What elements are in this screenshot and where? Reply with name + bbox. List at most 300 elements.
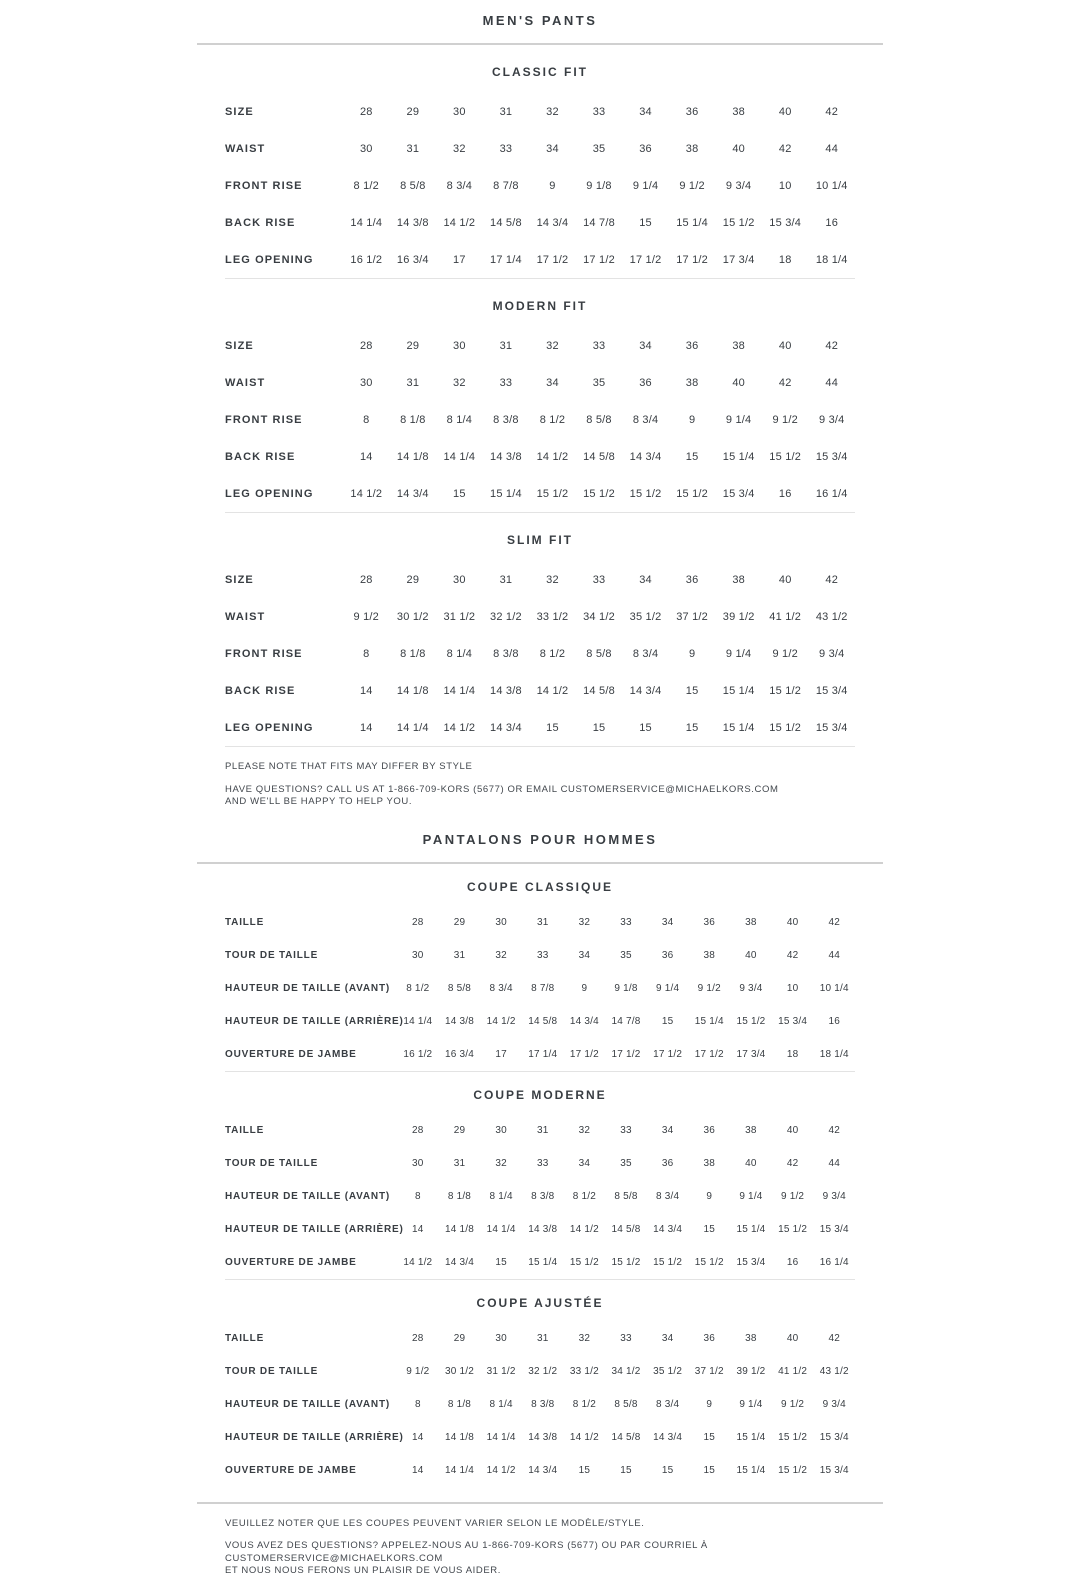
note-questions-en bbox=[225, 784, 855, 809]
value-cell: 40 bbox=[745, 1157, 757, 1169]
value-cell: 9 1/4 bbox=[739, 1398, 763, 1410]
value-cell: 33 bbox=[592, 339, 606, 352]
value-cell: 8 1/2 bbox=[353, 179, 379, 192]
value-cell: 16 1/4 bbox=[815, 487, 848, 500]
value-cell: 35 1/2 bbox=[629, 610, 662, 623]
value-cell: 14 1/8 bbox=[396, 450, 429, 463]
value-cell: 15 bbox=[703, 1464, 716, 1476]
value-cell: 9 1/2 bbox=[406, 1365, 430, 1377]
row-values bbox=[397, 1333, 855, 1344]
value-cell: 15 3/4 bbox=[736, 1256, 766, 1268]
row-values bbox=[343, 685, 855, 697]
value-cell: 39 1/2 bbox=[722, 610, 755, 623]
value-cell: 9 1/2 bbox=[780, 1398, 805, 1410]
value-cell: 9 bbox=[549, 179, 556, 192]
value-cell: 15 1/2 bbox=[694, 1256, 724, 1268]
table-row bbox=[225, 1454, 855, 1487]
value-cell: 40 bbox=[732, 376, 745, 389]
value-cell: 15 1/2 bbox=[611, 1256, 641, 1268]
value-cell: 33 bbox=[620, 1124, 632, 1136]
table-row bbox=[225, 906, 855, 939]
value-cell: 18 1/4 bbox=[815, 253, 848, 266]
value-cell: 33 1/2 bbox=[569, 1365, 599, 1377]
value-cell: 42 bbox=[825, 339, 839, 352]
row-label: TAILLE bbox=[225, 916, 265, 928]
value-cell: 8 1/2 bbox=[572, 1398, 596, 1410]
value-cell: 17 3/4 bbox=[736, 1048, 766, 1060]
value-cell: 15 3/4 bbox=[819, 1431, 849, 1443]
value-cell: 8 5/8 bbox=[614, 1190, 638, 1202]
row-values bbox=[343, 340, 855, 352]
fit-table-coupe-classique bbox=[225, 864, 855, 1071]
value-cell: 8 3/4 bbox=[446, 179, 473, 192]
row-values bbox=[343, 722, 855, 734]
value-cell: 42 bbox=[825, 105, 839, 118]
value-cell: 15 1/2 bbox=[769, 684, 802, 697]
value-cell: 31 1/2 bbox=[443, 610, 476, 623]
value-cell: 17 1/2 bbox=[629, 253, 662, 266]
row-values bbox=[397, 1399, 855, 1410]
value-cell: 34 bbox=[546, 142, 559, 155]
value-cell: 30 bbox=[412, 949, 424, 961]
value-cell: 33 bbox=[536, 1157, 549, 1169]
note-questions-en-line1: HAVE QUESTIONS? CALL US AT 1-866-709-KORS (5677) OR EMAIL CUSTOMERSERVICE@MICHAELKORS.COM bbox=[225, 783, 779, 795]
fit-table-classic-fit bbox=[225, 45, 855, 278]
page-title-en: MEN'S PANTS bbox=[482, 13, 598, 28]
value-cell: 31 bbox=[499, 105, 513, 118]
row-values bbox=[343, 574, 855, 586]
row-values bbox=[397, 1049, 855, 1060]
value-cell: 9 1/2 bbox=[697, 982, 721, 994]
row-values bbox=[343, 648, 855, 660]
french-size-tables bbox=[0, 864, 1080, 1504]
value-cell: 14 3/8 bbox=[396, 216, 429, 229]
value-cell: 30 bbox=[359, 376, 373, 389]
value-cell: 30 1/2 bbox=[444, 1365, 474, 1377]
value-cell: 8 3/4 bbox=[656, 1190, 680, 1202]
row-label: HAUTEUR DE TAILLE (AVANT) bbox=[225, 982, 390, 994]
value-cell: 33 bbox=[499, 142, 513, 155]
value-cell: 14 bbox=[412, 1431, 424, 1443]
value-cell: 9 1/4 bbox=[739, 1190, 763, 1202]
table-row bbox=[225, 241, 855, 278]
value-cell: 38 bbox=[703, 949, 716, 961]
value-cell: 15 1/2 bbox=[629, 487, 662, 500]
value-cell: 14 1/8 bbox=[444, 1431, 474, 1443]
value-cell: 14 1/4 bbox=[403, 1015, 433, 1027]
value-cell: 14 bbox=[359, 684, 373, 697]
value-cell: 10 bbox=[778, 179, 792, 192]
value-cell: 15 bbox=[685, 684, 699, 697]
value-cell: 9 3/4 bbox=[822, 1398, 846, 1410]
value-cell: 14 3/8 bbox=[528, 1223, 558, 1235]
value-cell: 32 bbox=[453, 142, 466, 155]
value-cell: 9 bbox=[688, 647, 696, 660]
value-cell: 14 3/8 bbox=[490, 450, 522, 463]
value-cell: 37 1/2 bbox=[694, 1365, 724, 1377]
value-cell: 33 bbox=[592, 105, 606, 118]
row-label: TOUR DE TAILLE bbox=[225, 1157, 319, 1169]
value-cell: 8 1/8 bbox=[400, 647, 426, 660]
value-cell: 33 bbox=[536, 949, 549, 961]
value-cell: 17 1/4 bbox=[490, 253, 522, 266]
value-cell: 15 1/2 bbox=[769, 721, 802, 734]
value-cell: 15 3/4 bbox=[722, 487, 755, 500]
value-cell: 40 bbox=[786, 1124, 799, 1136]
value-cell: 28 bbox=[359, 339, 373, 352]
row-label: BACK RISE bbox=[225, 684, 296, 697]
value-cell: 17 bbox=[453, 253, 466, 266]
value-cell: 28 bbox=[412, 1332, 424, 1344]
fit-table-title: CLASSIC FIT bbox=[492, 65, 588, 79]
row-values bbox=[397, 983, 855, 994]
value-cell: 15 3/4 bbox=[815, 721, 848, 734]
value-cell: 43 1/2 bbox=[819, 1365, 849, 1377]
table-row bbox=[225, 204, 855, 241]
value-cell: 16 1/4 bbox=[819, 1256, 849, 1268]
value-cell: 14 1/4 bbox=[396, 721, 429, 734]
table-row bbox=[225, 1246, 855, 1279]
value-cell: 15 1/4 bbox=[722, 721, 755, 734]
value-cell: 17 1/2 bbox=[694, 1048, 724, 1060]
value-cell: 34 bbox=[639, 339, 652, 352]
value-cell: 33 bbox=[620, 916, 632, 928]
row-values bbox=[397, 1257, 855, 1268]
value-cell: 28 bbox=[412, 1124, 424, 1136]
value-cell: 42 bbox=[825, 573, 839, 586]
value-cell: 15 1/4 bbox=[694, 1015, 724, 1027]
value-cell: 17 1/4 bbox=[528, 1048, 558, 1060]
table-row bbox=[225, 972, 855, 1005]
value-cell: 9 1/4 bbox=[725, 647, 752, 660]
row-label: OUVERTURE DE JAMBE bbox=[225, 1048, 357, 1060]
english-notes bbox=[225, 747, 855, 809]
value-cell: 31 bbox=[453, 949, 466, 961]
value-cell: 14 5/8 bbox=[611, 1431, 641, 1443]
value-cell: 10 bbox=[786, 982, 799, 994]
value-cell: 8 1/2 bbox=[406, 982, 430, 994]
value-cell: 14 3/4 bbox=[569, 1015, 599, 1027]
value-cell: 31 bbox=[536, 1124, 549, 1136]
value-cell: 8 3/4 bbox=[656, 1398, 680, 1410]
row-values bbox=[397, 1366, 855, 1377]
table-row bbox=[225, 1038, 855, 1071]
value-cell: 9 3/4 bbox=[739, 982, 763, 994]
row-label: OUVERTURE DE JAMBE bbox=[225, 1464, 357, 1476]
value-cell: 36 bbox=[661, 1157, 674, 1169]
french-notes bbox=[225, 1504, 855, 1578]
value-cell: 8 1/2 bbox=[539, 647, 566, 660]
value-cell: 9 bbox=[706, 1398, 713, 1410]
value-cell: 36 bbox=[685, 573, 699, 586]
row-label: SIZE bbox=[225, 573, 254, 586]
value-cell: 14 1/2 bbox=[443, 721, 476, 734]
value-cell: 8 1/4 bbox=[446, 413, 473, 426]
value-cell: 8 bbox=[363, 413, 370, 426]
row-values bbox=[343, 488, 855, 500]
value-cell: 32 1/2 bbox=[490, 610, 522, 623]
value-cell: 18 1/4 bbox=[819, 1048, 849, 1060]
value-cell: 9 3/4 bbox=[822, 1190, 846, 1202]
value-cell: 38 bbox=[703, 1157, 716, 1169]
value-cell: 40 bbox=[732, 142, 745, 155]
value-cell: 14 3/4 bbox=[490, 721, 522, 734]
value-cell: 14 1/2 bbox=[486, 1464, 516, 1476]
value-cell: 15 1/4 bbox=[736, 1431, 766, 1443]
value-cell: 15 bbox=[620, 1464, 632, 1476]
value-cell: 8 3/8 bbox=[531, 1398, 555, 1410]
row-label: HAUTEUR DE TAILLE (ARRIÈRE) bbox=[225, 1223, 404, 1235]
row-label: LEG OPENING bbox=[225, 487, 314, 500]
row-label: WAIST bbox=[225, 376, 266, 389]
value-cell: 17 1/2 bbox=[536, 253, 569, 266]
value-cell: 29 bbox=[453, 1124, 466, 1136]
value-cell: 16 bbox=[778, 487, 792, 500]
value-cell: 36 bbox=[639, 142, 652, 155]
table-row bbox=[225, 1114, 855, 1147]
value-cell: 35 bbox=[620, 1157, 632, 1169]
value-cell: 8 3/8 bbox=[493, 413, 519, 426]
value-cell: 33 1/2 bbox=[536, 610, 569, 623]
row-label: SIZE bbox=[225, 339, 254, 352]
value-cell: 8 1/8 bbox=[447, 1398, 472, 1410]
table-row bbox=[225, 438, 855, 475]
value-cell: 15 bbox=[592, 721, 606, 734]
value-cell: 33 bbox=[592, 573, 606, 586]
fit-table-coupe-moderne bbox=[225, 1072, 855, 1279]
value-cell: 8 1/4 bbox=[446, 647, 473, 660]
value-cell: 8 3/8 bbox=[493, 647, 519, 660]
row-values bbox=[397, 1224, 855, 1235]
value-cell: 14 1/2 bbox=[536, 450, 569, 463]
value-cell: 36 bbox=[685, 339, 699, 352]
value-cell: 36 bbox=[703, 1332, 716, 1344]
value-cell: 30 bbox=[359, 142, 373, 155]
row-label: LEG OPENING bbox=[225, 253, 314, 266]
value-cell: 31 bbox=[536, 1332, 549, 1344]
value-cell: 17 1/2 bbox=[653, 1048, 683, 1060]
value-cell: 36 bbox=[639, 376, 652, 389]
value-cell: 15 bbox=[703, 1431, 716, 1443]
value-cell: 34 bbox=[639, 573, 652, 586]
row-label: OUVERTURE DE JAMBE bbox=[225, 1256, 357, 1268]
value-cell: 14 3/8 bbox=[490, 684, 522, 697]
value-cell: 41 1/2 bbox=[769, 610, 802, 623]
value-cell: 14 3/4 bbox=[536, 216, 569, 229]
value-cell: 30 bbox=[453, 105, 466, 118]
value-cell: 32 bbox=[546, 105, 559, 118]
value-cell: 8 1/8 bbox=[400, 413, 426, 426]
value-cell: 15 1/4 bbox=[722, 450, 755, 463]
value-cell: 15 3/4 bbox=[778, 1015, 808, 1027]
value-cell: 8 1/2 bbox=[572, 1190, 596, 1202]
value-cell: 8 3/4 bbox=[632, 413, 659, 426]
value-cell: 42 bbox=[828, 1332, 840, 1344]
table-row bbox=[225, 1388, 855, 1421]
value-cell: 16 3/4 bbox=[396, 253, 429, 266]
row-label: FRONT RISE bbox=[225, 179, 303, 192]
row-values bbox=[397, 1465, 855, 1476]
value-cell: 8 5/8 bbox=[586, 413, 612, 426]
value-cell: 32 bbox=[578, 1124, 591, 1136]
value-cell: 14 3/4 bbox=[444, 1256, 474, 1268]
value-cell: 44 bbox=[828, 949, 840, 961]
value-cell: 15 1/2 bbox=[769, 450, 802, 463]
value-cell: 34 1/2 bbox=[583, 610, 615, 623]
row-values bbox=[343, 254, 855, 266]
value-cell: 34 bbox=[546, 376, 559, 389]
value-cell: 31 bbox=[536, 916, 549, 928]
value-cell: 15 bbox=[661, 1015, 674, 1027]
value-cell: 34 bbox=[661, 1124, 674, 1136]
value-cell: 15 bbox=[661, 1464, 674, 1476]
value-cell: 38 bbox=[745, 916, 757, 928]
table-row bbox=[225, 635, 855, 672]
value-cell: 15 3/4 bbox=[819, 1464, 849, 1476]
row-label: BACK RISE bbox=[225, 450, 296, 463]
value-cell: 14 1/8 bbox=[396, 684, 429, 697]
note-fit-fr: VEUILLEZ NOTER QUE LES COUPES PEUVENT VARIER SELON LE MODÈLE/STYLE. bbox=[225, 1517, 645, 1529]
fit-table-coupe-ajust-e bbox=[225, 1280, 855, 1487]
value-cell: 34 bbox=[661, 916, 674, 928]
value-cell: 15 1/4 bbox=[528, 1256, 558, 1268]
row-label: FRONT RISE bbox=[225, 413, 303, 426]
value-cell: 9 bbox=[706, 1190, 713, 1202]
row-values bbox=[343, 143, 855, 155]
value-cell: 8 1/2 bbox=[539, 413, 566, 426]
value-cell: 15 1/4 bbox=[736, 1223, 766, 1235]
table-row bbox=[225, 1421, 855, 1454]
value-cell: 15 3/4 bbox=[815, 684, 848, 697]
table-row bbox=[225, 1005, 855, 1038]
value-cell: 14 3/4 bbox=[528, 1464, 558, 1476]
row-values bbox=[397, 1191, 855, 1202]
value-cell: 18 bbox=[778, 253, 792, 266]
value-cell: 15 bbox=[546, 721, 559, 734]
value-cell: 15 bbox=[685, 721, 699, 734]
value-cell: 8 3/4 bbox=[489, 982, 513, 994]
value-cell: 33 bbox=[499, 376, 513, 389]
value-cell: 9 1/8 bbox=[614, 982, 638, 994]
row-label: TOUR DE TAILLE bbox=[225, 949, 319, 961]
value-cell: 44 bbox=[825, 376, 839, 389]
value-cell: 28 bbox=[359, 105, 373, 118]
value-cell: 14 3/4 bbox=[653, 1223, 683, 1235]
value-cell: 14 1/4 bbox=[443, 684, 476, 697]
value-cell: 43 1/2 bbox=[815, 610, 848, 623]
value-cell: 9 bbox=[688, 413, 696, 426]
row-values bbox=[397, 1125, 855, 1136]
value-cell: 42 bbox=[828, 916, 840, 928]
row-label: TAILLE bbox=[225, 1124, 265, 1136]
value-cell: 40 bbox=[778, 105, 792, 118]
value-cell: 40 bbox=[745, 949, 757, 961]
value-cell: 32 bbox=[453, 376, 466, 389]
value-cell: 16 bbox=[825, 216, 839, 229]
fit-table-title: COUPE CLASSIQUE bbox=[466, 879, 613, 894]
value-cell: 15 1/2 bbox=[722, 216, 755, 229]
value-cell: 42 bbox=[786, 1157, 799, 1169]
value-cell: 42 bbox=[828, 1124, 840, 1136]
value-cell: 30 bbox=[412, 1157, 424, 1169]
row-label: LEG OPENING bbox=[225, 721, 314, 734]
value-cell: 29 bbox=[453, 1332, 466, 1344]
value-cell: 30 bbox=[453, 573, 466, 586]
value-cell: 9 1/2 bbox=[679, 179, 705, 192]
value-cell: 9 1/2 bbox=[772, 413, 798, 426]
row-label: WAIST bbox=[225, 610, 266, 623]
value-cell: 38 bbox=[732, 105, 745, 118]
value-cell: 42 bbox=[778, 142, 792, 155]
value-cell: 9 3/4 bbox=[819, 647, 845, 660]
page-title-fr: PANTALONS POUR HOMMES bbox=[422, 831, 658, 847]
value-cell: 15 bbox=[453, 487, 466, 500]
value-cell: 15 1/2 bbox=[536, 487, 569, 500]
value-cell: 15 1/2 bbox=[778, 1431, 808, 1443]
value-cell: 15 bbox=[639, 721, 652, 734]
value-cell: 32 bbox=[495, 1157, 507, 1169]
value-cell: 18 bbox=[786, 1048, 799, 1060]
table-row bbox=[225, 1180, 855, 1213]
fit-table-slim-fit bbox=[225, 513, 855, 746]
value-cell: 29 bbox=[406, 105, 420, 118]
value-cell: 40 bbox=[778, 573, 792, 586]
value-cell: 14 1/2 bbox=[569, 1431, 599, 1443]
value-cell: 14 1/4 bbox=[350, 216, 383, 229]
value-cell: 34 bbox=[661, 1332, 674, 1344]
value-cell: 10 1/4 bbox=[819, 982, 849, 994]
value-cell: 14 1/2 bbox=[350, 487, 383, 500]
value-cell: 9 1/8 bbox=[586, 179, 612, 192]
value-cell: 15 bbox=[685, 450, 699, 463]
value-cell: 17 1/2 bbox=[676, 253, 708, 266]
value-cell: 8 5/8 bbox=[447, 982, 472, 994]
value-cell: 34 1/2 bbox=[611, 1365, 641, 1377]
value-cell: 8 1/4 bbox=[489, 1398, 513, 1410]
value-cell: 35 bbox=[592, 142, 606, 155]
value-cell: 14 3/4 bbox=[629, 450, 662, 463]
value-cell: 31 bbox=[406, 142, 420, 155]
value-cell: 28 bbox=[412, 916, 424, 928]
row-values bbox=[343, 611, 855, 623]
value-cell: 16 1/2 bbox=[403, 1048, 433, 1060]
value-cell: 14 3/4 bbox=[629, 684, 662, 697]
value-cell: 38 bbox=[732, 573, 745, 586]
value-cell: 15 1/4 bbox=[490, 487, 522, 500]
value-cell: 8 7/8 bbox=[493, 179, 519, 192]
value-cell: 15 bbox=[495, 1256, 507, 1268]
value-cell: 14 bbox=[359, 721, 373, 734]
value-cell: 9 3/4 bbox=[725, 179, 752, 192]
table-row bbox=[225, 1355, 855, 1388]
value-cell: 30 bbox=[495, 1124, 507, 1136]
value-cell: 15 1/2 bbox=[736, 1015, 766, 1027]
value-cell: 9 1/4 bbox=[725, 413, 752, 426]
value-cell: 34 bbox=[578, 1157, 591, 1169]
value-cell: 17 1/2 bbox=[583, 253, 615, 266]
value-cell: 42 bbox=[778, 376, 792, 389]
value-cell: 8 3/4 bbox=[632, 647, 659, 660]
value-cell: 14 1/2 bbox=[569, 1223, 599, 1235]
value-cell: 15 1/4 bbox=[676, 216, 708, 229]
value-cell: 9 1/4 bbox=[656, 982, 680, 994]
value-cell: 32 bbox=[578, 916, 591, 928]
table-row bbox=[225, 1322, 855, 1355]
fit-table-modern-fit bbox=[225, 279, 855, 512]
value-cell: 14 7/8 bbox=[583, 216, 615, 229]
value-cell: 14 1/2 bbox=[536, 684, 569, 697]
note-fit-en: PLEASE NOTE THAT FITS MAY DIFFER BY STYLE bbox=[225, 761, 473, 772]
